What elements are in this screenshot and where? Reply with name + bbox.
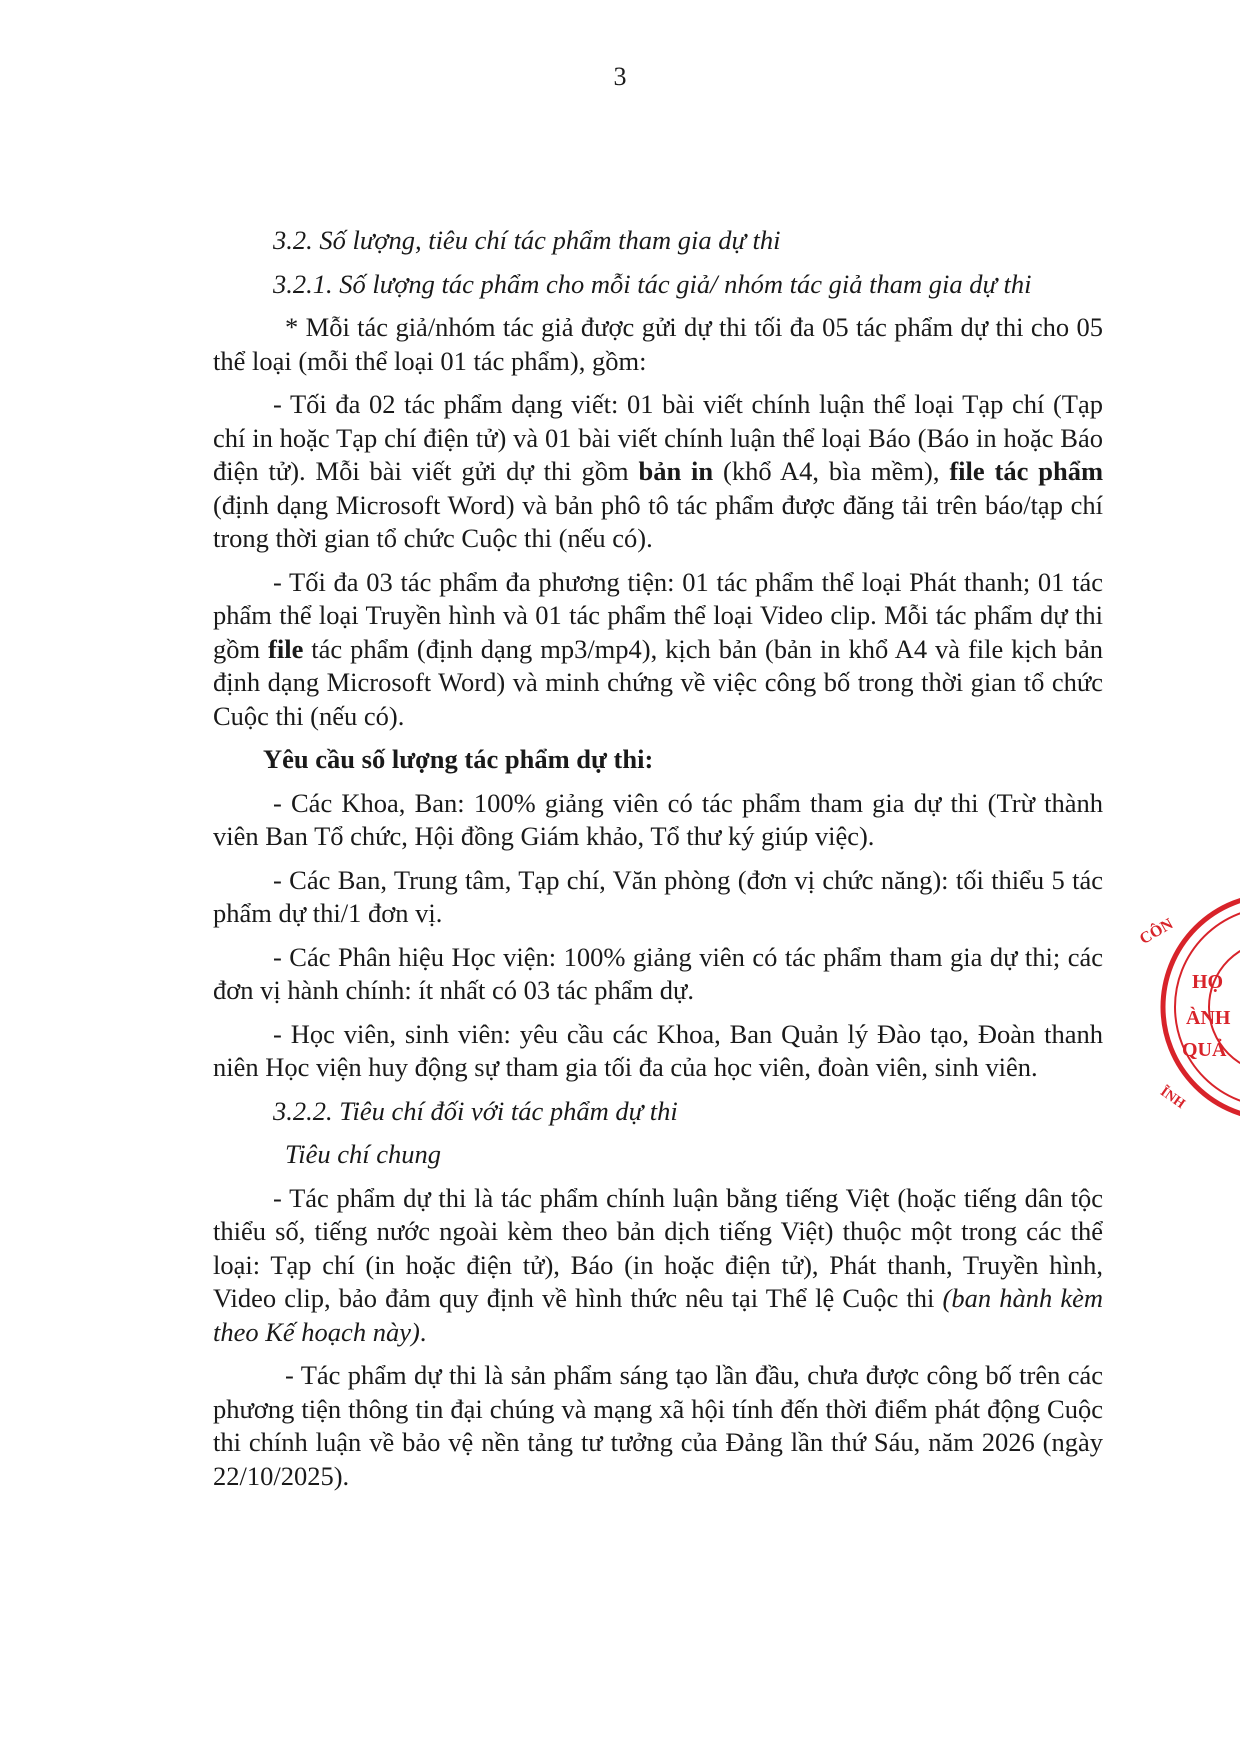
criteria-1-italic: (ban hành kèm theo Kế hoạch này) [213, 1283, 1103, 1347]
requirement-item: - Các Khoa, Ban: 100% giảng viên có tác phẩm tham gia dự thi (Trừ thành viên Ban Tổ chức, Hội đồng Giám khảo, Tổ thư ký giúp việc). [213, 787, 1103, 851]
criteria-1-paragraph [213, 1182, 1103, 1350]
requirement-item: - Các Ban, Trung tâm, Tạp chí, Văn phòng (đơn vị chức năng): tối thiểu 5 tác phẩm dự thi/1 đơn vị. [213, 864, 1103, 928]
requirement-item: - Học viên, sinh viên: yêu cầu các Khoa, Ban Quản lý Đào tạo, Đoàn thanh niên Học viện huy động sự tham gia tối đa của học viên, đoàn viên, sinh viên. [213, 1018, 1103, 1082]
written-works-paragraph [213, 388, 1103, 556]
svg-text:QUẢ: QUẢ [1182, 1039, 1227, 1061]
svg-text:ÀNH: ÀNH [1186, 1007, 1231, 1029]
section-3-2-1-title: 3.2.1. Số lượng tác phẩm cho mỗi tác giả/ nhóm tác giả tham gia dự thi [273, 268, 1032, 299]
criteria-1-end: . [419, 1316, 427, 1347]
multimedia-works-paragraph [213, 566, 1103, 734]
criteria-2-paragraph: - Tác phẩm dự thi là sản phẩm sáng tạo lần đầu, chưa được công bố trên các phương tiện thông tin đại chúng và mạng xã hội tính đến thời điểm phát động Cuộc thi chính luận về bảo vệ nền tảng tư tưởng của Đảng lần thứ Sáu, năm 2026 (ngày 22/10/2025). [213, 1360, 1103, 1491]
multimedia-bold-1: file [268, 633, 304, 664]
intro-paragraph: * Mỗi tác giả/nhóm tác giả được gửi dự thi tối đa 05 tác phẩm dự thi cho 05 thể loại (mỗi thể loại 01 tác phẩm), gồm: [213, 312, 1103, 376]
multimedia-text-2: tác phẩm (định dạng mp3/mp4), kịch bản (bản in khổ A4 và file kịch bản định dạng Microsoft Word) và minh chứng về việc công bố trong thời gian tổ chức Cuộc thi (nếu có). [213, 633, 1103, 731]
section-3-2-2-title: 3.2.2. Tiêu chí đối với tác phẩm dự thi [273, 1095, 678, 1126]
document-body [213, 224, 1103, 1503]
requirements-title: Yêu cầu số lượng tác phẩm dự thi: [263, 744, 654, 774]
general-criteria-title: Tiêu chí chung [285, 1139, 442, 1169]
svg-text:ĨNH: ĨNH [1157, 1084, 1188, 1112]
multimedia-text-1: - Tối đa 03 tác phẩm đa phương tiện: 01 tác phẩm thể loại Phát thanh; 01 tác phẩm thể loại Truyền hình và 01 tác phẩm thể loại Video clip. Mỗi tác phẩm dự thi gồm [213, 566, 1103, 664]
svg-text:HỌ: HỌ [1192, 971, 1224, 993]
requirement-item: - Các Phân hiệu Học viện: 100% giảng viên có tác phẩm tham gia dự thi; các đơn vị hành chính: ít nhất có 03 tác phẩm dự. [213, 941, 1103, 1005]
red-seal-stamp [1120, 892, 1240, 1122]
svg-text:CÔN: CÔN [1136, 915, 1177, 948]
written-text-2: (khổ A4, bìa mềm), [713, 456, 950, 486]
written-text-3: (định dạng Microsoft Word) và bản phô tô tác phẩm được đăng tải trên báo/tạp chí trong thời gian tổ chức Cuộc thi (nếu có). [213, 489, 1103, 553]
written-bold-2: file tác phẩm [949, 456, 1104, 486]
criteria-1-text: - Tác phẩm dự thi là tác phẩm chính luận bằng tiếng Việt (hoặc tiếng dân tộc thiểu số, tiếng nước ngoài kèm theo bản dịch tiếng Việt) thuộc một trong các thể loại: Tạp chí (in hoặc điện tử), Báo (in hoặc điện tử), Phát thanh, Truyền hình, Video clip, bảo đảm quy định về hình thức nêu tại Thể lệ Cuộc thi [213, 1182, 1103, 1313]
section-3-2-title: 3.2. Số lượng, tiêu chí tác phẩm tham gia dự thi [273, 225, 781, 255]
written-text-1: - Tối đa 02 tác phẩm dạng viết: 01 bài viết chính luận thể loại Tạp chí (Tạp chí in hoặc Tạp chí điện tử) và 01 bài viết chính luận thể loại Báo (Báo in hoặc Báo điện tử). Mỗi bài viết gửi dự thi gồm [213, 389, 1103, 486]
page-number: 3 [613, 62, 627, 91]
written-bold-1: bản in [638, 456, 714, 486]
